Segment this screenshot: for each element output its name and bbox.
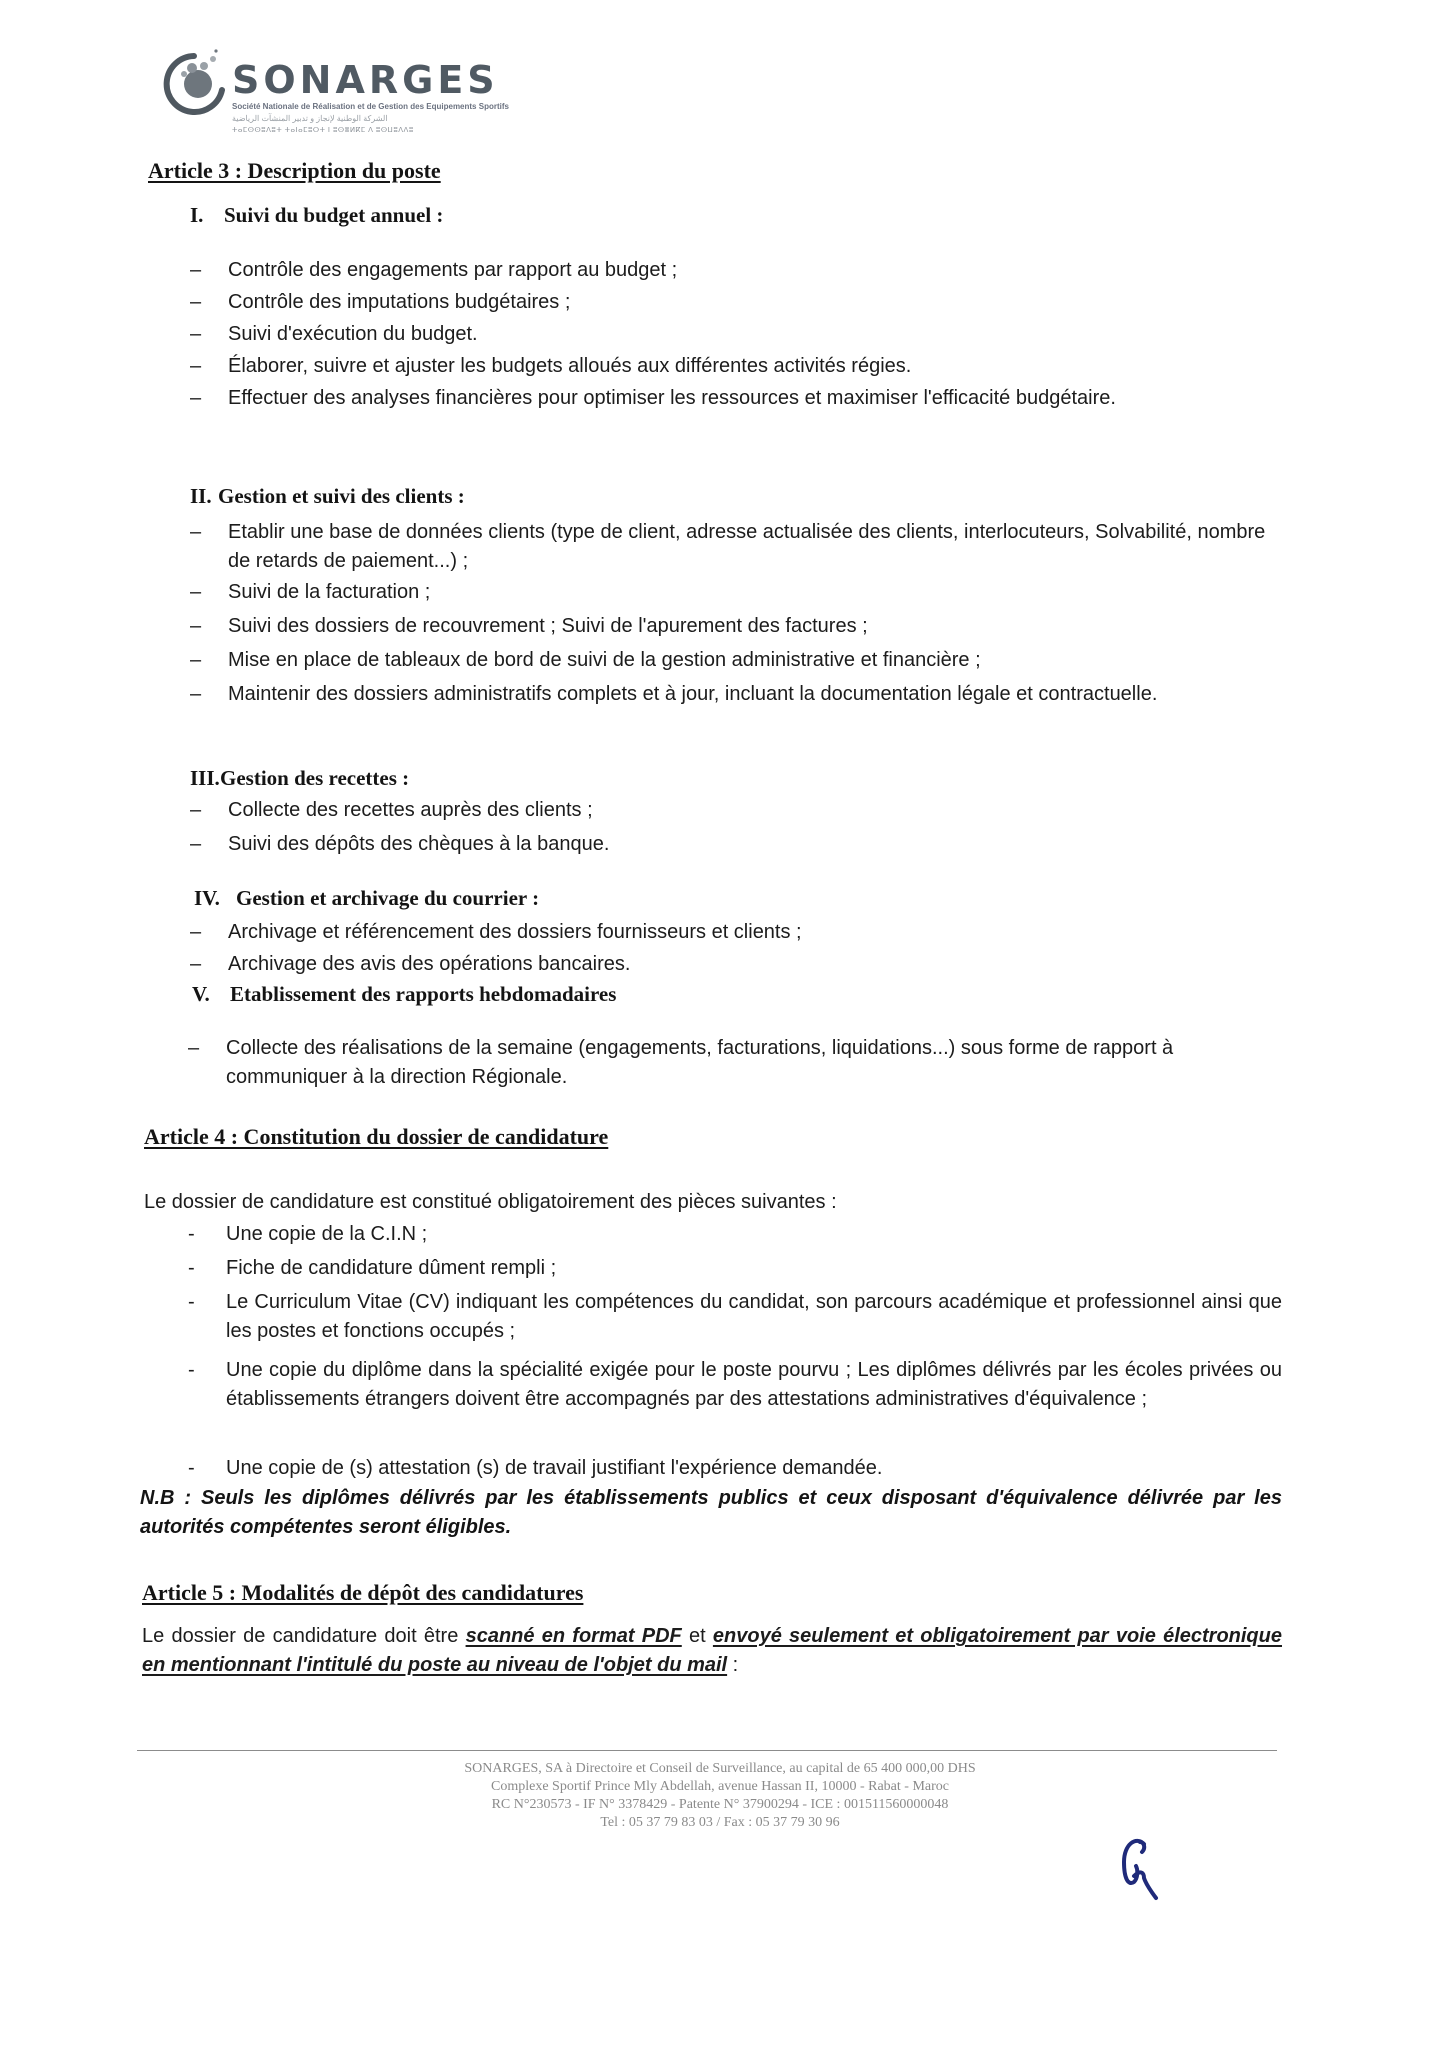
- section-3-heading: [190, 766, 409, 791]
- emphasis-electronic: envoyé seulement et obligatoirement par voie électronique en mentionnant l'intitulé du poste au niveau de l'objet du mail: [142, 1625, 1282, 1676]
- list-item: – Etablir une base de données clients (type de client, adresse actualisée des clients, interlocuteurs, Solvabilité, nombre de retards de paiement...) ;: [228, 518, 1288, 576]
- bullet-dash: –: [190, 649, 202, 671]
- section-title: Gestion et suivi des clients :: [218, 484, 465, 508]
- text-segment: et: [681, 1625, 713, 1647]
- section-title: Suivi du budget annuel :: [224, 203, 444, 227]
- bullet-dash: –: [190, 833, 202, 855]
- list-item: – Archivage des avis des opérations bancaires.: [228, 950, 1278, 979]
- bullet-dash: –: [190, 259, 202, 281]
- list-item: - Une copie de la C.I.N ;: [226, 1220, 1282, 1249]
- list-item: – Collecte des recettes auprès des clients ;: [228, 796, 1278, 825]
- section-number: II.: [190, 484, 212, 508]
- section-title: Etablissement des rapports hebdomadaires: [230, 982, 617, 1006]
- section-number: I.: [190, 203, 204, 227]
- sonarges-logo-icon: [160, 46, 238, 116]
- bullet-dash: –: [190, 921, 202, 943]
- list-item: – Suivi des dossiers de recouvrement ; Suivi de l'apurement des factures ;: [228, 612, 1278, 641]
- logo-tagline-tifinagh: ⵜⴰⵎⵙⵙⵓⴷⵓⵜ ⵜⴰⵏⴰⵎⵓⵔⵜ ⵏ ⵓⵙⴻⵍⴽⵎ ⴷ ⵓⵙⵡⵓⴷⴷⵓ: [232, 127, 414, 134]
- bullet-dash: –: [190, 521, 202, 543]
- bullet-dash: –: [190, 387, 202, 409]
- list-item: – Contrôle des imputations budgétaires ;: [228, 288, 1278, 317]
- bullet-dash: –: [190, 581, 202, 603]
- bullet-dash: –: [188, 1037, 200, 1059]
- logo-tagline-fr: Société Nationale de Réalisation et de Gestion des Equipements Sportifs: [232, 102, 509, 111]
- bullet-dash: –: [190, 953, 202, 975]
- section-4-heading: [194, 886, 539, 911]
- section-1-heading: [190, 203, 443, 228]
- article-5-text: [142, 1622, 1282, 1680]
- bullet-dash: -: [188, 1291, 195, 1313]
- section-number: III.: [190, 766, 220, 790]
- section-5-heading: [192, 982, 616, 1007]
- bullet-dash: –: [190, 323, 202, 345]
- article-4-intro: Le dossier de candidature est constitué obligatoirement des pièces suivantes :: [144, 1191, 837, 1213]
- bullet-dash: –: [190, 291, 202, 313]
- bullet-dash: –: [190, 355, 202, 377]
- emphasis-pdf: scanné en format PDF: [465, 1625, 682, 1647]
- list-item: – Mise en place de tableaux de bord de suivi de la gestion administrative et financière ;: [228, 646, 1278, 675]
- list-item: – Élaborer, suivre et ajuster les budgets alloués aux différentes activités régies.: [228, 352, 1278, 381]
- signature-icon: [1110, 1830, 1180, 1910]
- footer-line: Tel : 05 37 79 83 03 / Fax : 05 37 79 30 96: [600, 1815, 840, 1830]
- section-2-heading: [190, 484, 465, 509]
- list-item: - Une copie de (s) attestation (s) de travail justifiant l'expérience demandée.: [226, 1454, 1282, 1483]
- list-item: – Suivi de la facturation ;: [228, 578, 1278, 607]
- list-item: – Maintenir des dossiers administratifs complets et à jour, incluant la documentation légale et contractuelle.: [228, 680, 1228, 709]
- bullet-dash: -: [188, 1457, 195, 1479]
- bullet-dash: -: [188, 1359, 195, 1381]
- section-title: Gestion des recettes :: [220, 766, 410, 790]
- footer: [250, 1760, 1190, 1832]
- footer-divider: [137, 1750, 1277, 1751]
- text-segment: Le dossier de candidature doit être: [142, 1625, 466, 1647]
- list-item: - Le Curriculum Vitae (CV) indiquant les compétences du candidat, son parcours académique et professionnel ainsi que les postes et fonctions occupés ;: [226, 1288, 1282, 1346]
- list-item: - Une copie du diplôme dans la spécialité exigée pour le poste pourvu ; Les diplômes délivrés par les écoles privées ou établissements étrangers doivent être accompagnés par des attestations administratives d'équivalence ;: [226, 1356, 1282, 1414]
- article-3-heading: Article 3 : Description du poste: [148, 158, 441, 183]
- article-4-heading: Article 4 : Constitution du dossier de candidature: [144, 1124, 609, 1149]
- list-item: – Collecte des réalisations de la semaine (engagements, facturations, liquidations...) sous forme de rapport à communiquer à la direction Régionale.: [226, 1034, 1266, 1092]
- footer-line: Complexe Sportif Prince Mly Abdellah, avenue Hassan II, 10000 - Rabat - Maroc: [490, 1779, 949, 1794]
- logo-tagline-ar: الشركة الوطنية لإنجاز و تدبير المنشآت الرياضية: [232, 114, 388, 123]
- list-item: – Suivi des dépôts des chèques à la banque.: [228, 830, 1278, 859]
- company-logo: [160, 40, 520, 140]
- section-number: IV.: [194, 886, 220, 910]
- list-item: – Archivage et référencement des dossiers fournisseurs et clients ;: [228, 918, 1278, 947]
- logo-wordmark: SONARGES: [232, 58, 499, 102]
- bullet-dash: –: [190, 615, 202, 637]
- list-item: – Effectuer des analyses financières pour optimiser les ressources et maximiser l'efficacité budgétaire.: [228, 384, 1228, 413]
- footer-line: SONARGES, SA à Directoire et Conseil de Surveillance, au capital de 65 400 000,00 DHS: [464, 1761, 976, 1776]
- section-title: Gestion et archivage du courrier :: [236, 886, 540, 910]
- list-item: – Contrôle des engagements par rapport au budget ;: [228, 256, 1278, 285]
- list-item: – Suivi d'exécution du budget.: [228, 320, 1278, 349]
- section-number: V.: [192, 982, 210, 1006]
- bullet-dash: -: [188, 1257, 195, 1279]
- bullet-dash: –: [190, 683, 202, 705]
- bullet-dash: –: [190, 799, 202, 821]
- article-5-heading: Article 5 : Modalités de dépôt des candidatures: [142, 1580, 584, 1605]
- bullet-dash: -: [188, 1223, 195, 1245]
- nota-bene: N.B : Seuls les diplômes délivrés par les établissements publics et ceux disposant d'équivalence délivrée par les autorités compétentes seront éligibles.: [140, 1487, 1282, 1538]
- text-segment: :: [727, 1654, 739, 1676]
- footer-line: RC N°230573 - IF N° 3378429 - Patente N° 37900294 - ICE : 001511560000048: [491, 1797, 949, 1812]
- list-item: - Fiche de candidature dûment rempli ;: [226, 1254, 1282, 1283]
